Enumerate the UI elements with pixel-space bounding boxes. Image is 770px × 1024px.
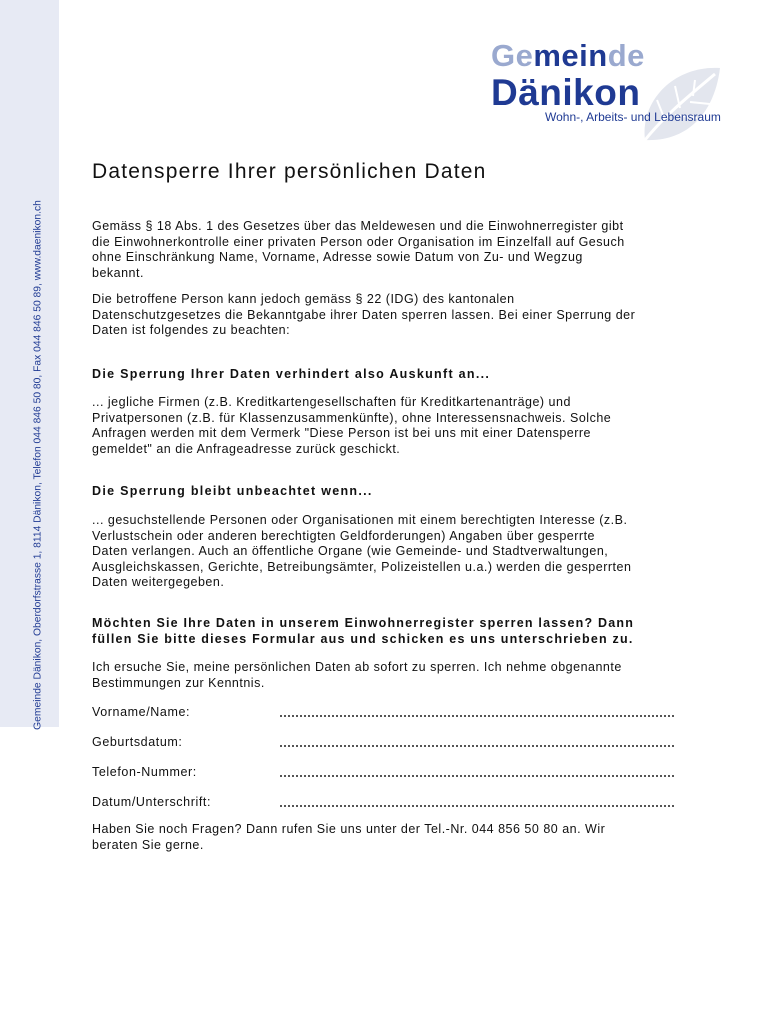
form-field-birthdate[interactable]: Geburtsdatum: (92, 735, 674, 751)
form-field-phone[interactable]: Telefon-Nummer: (92, 765, 674, 781)
request-paragraph: Ich ersuche Sie, meine persönlichen Daten ab sofort zu sperren. Ich nehme obgenannte Bestimmungen zur Kenntnis. (92, 660, 622, 690)
fill-in-line[interactable] (280, 745, 674, 747)
section-heading-ignored: Die Sperrung bleibt unbeachtet wenn... (92, 484, 373, 498)
fill-in-line[interactable] (280, 715, 674, 717)
logo-word-daenikon: Dänikon (491, 72, 641, 113)
municipality-logo (485, 38, 735, 148)
closing-paragraph: Haben Sie noch Fragen? Dann rufen Sie uns unter der Tel.-Nr. 044 856 50 80 an. Wir beraten Sie gerne. (92, 822, 606, 852)
section-heading-prevents: Die Sperrung Ihrer Daten verhindert also Auskunft an... (92, 367, 491, 381)
fill-in-line[interactable] (280, 805, 674, 807)
leaf-logo-icon (635, 60, 725, 150)
form-field-name[interactable]: Vorname/Name: (92, 705, 674, 721)
logo-word-gemeinde: Gemeinde (491, 38, 645, 73)
logo-tagline: Wohn-, Arbeits- und Lebensraum (545, 110, 721, 124)
page-title: Datensperre Ihrer persönlichen Daten (92, 160, 487, 183)
fill-in-line[interactable] (280, 775, 674, 777)
intro-paragraph: Gemäss § 18 Abs. 1 des Gesetzes über das Meldewesen und die Einwohnerregister gibt die Einwohnerkontrolle einer privaten Person oder Organisation im Einzelfall auf Gesuch ohne Einschränkung Name, Vorname, Adresse sowie Datum von Zu- und Wegzug bekannt. (92, 219, 625, 280)
ignored-paragraph: ... gesuchstellende Personen oder Organisationen mit einem berechtigten Interesse (z.B. Verlustschein oder anderen berechtigten Geldforderungen) Angaben über gesperrte Daten verlangen. Auch an öffentliche Organe (wie Gemeinde- und Stadtverwaltungen, Ausgleichskassen, Gerichte, Betreibungsämter, Polizeistellen u.a.) werden die gesperrten Daten weitergegeben. (92, 513, 632, 590)
prevents-paragraph: ... jegliche Firmen (z.B. Kreditkartengesellschaften für Kreditkartenanträge) und Privatpersonen (z.B. für Klassenzusammenkünfte), ohne Interessensnachweis. Solche Anfragen werden mit dem Vermerk "Diese Person ist bei uns mit einer Datensperre gemeldet" an die Anfrageadresse zurück geschickt. (92, 395, 612, 456)
data-protection-paragraph: Die betroffene Person kann jedoch gemäss § 22 (IDG) des kantonalen Datenschutzgesetzes die Bekanntgabe ihrer Daten sperren lassen. Bei einer Sperrung der Daten ist folgendes zu beachten: (92, 292, 636, 338)
sidebar-contact-text: Gemeinde Dänikon, Oberdorfstrasse 1, 8114 Dänikon, Telefon 044 846 50 80, Fax 044 846 50 89, www.daenikon.ch (32, 200, 44, 730)
form-field-signature[interactable]: Datum/Unterschrift: (92, 795, 674, 811)
sidebar-strip (0, 0, 59, 727)
request-heading: Möchten Sie Ihre Daten in unserem Einwohnerregister sperren lassen? Dann füllen Sie bitte dieses Formular aus und schicken es uns unterschrieben zu. (92, 616, 635, 646)
